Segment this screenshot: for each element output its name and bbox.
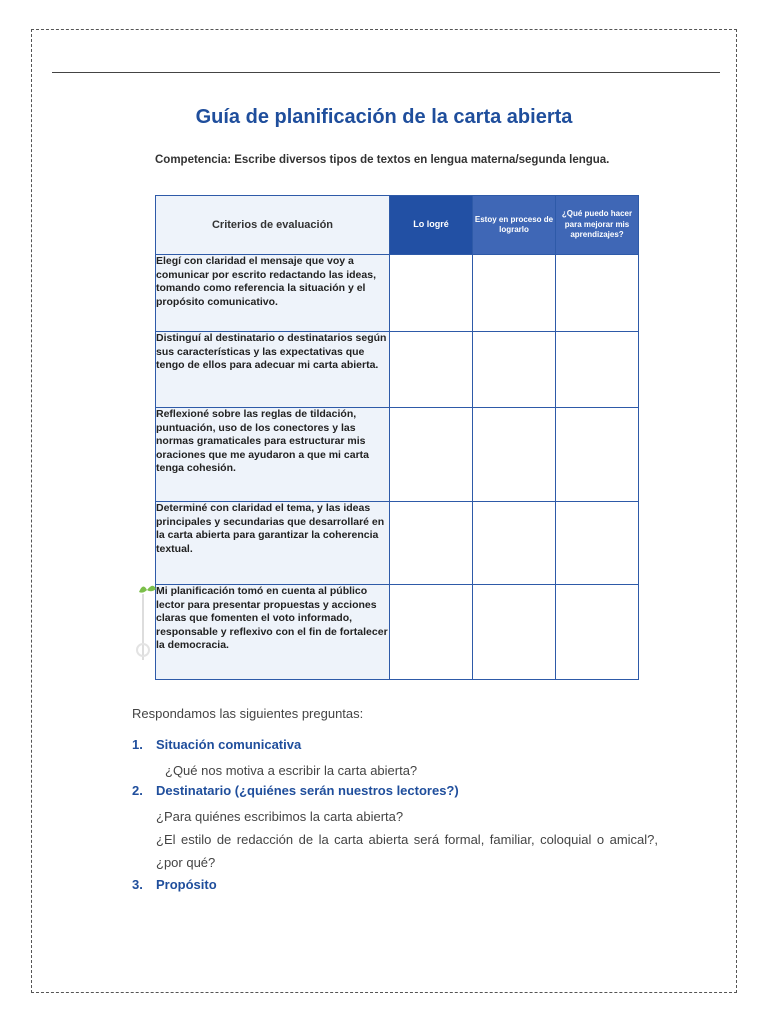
- question-title: Destinatario (¿quiénes serán nuestros lectores?): [156, 783, 459, 798]
- criterion-5: Mi planificación tomó en cuenta al público lector para presentar propuestas y acciones claras que fomenten el voto informado, responsable y reflexivo con el fin de fortalecer la democracia.: [156, 585, 390, 680]
- question-1-sub-1: ¿Qué nos motiva a escribir la carta abierta?: [165, 763, 418, 778]
- cell-lo-logre-4[interactable]: [390, 502, 473, 585]
- header-que-puedo-hacer: ¿Qué puedo hacer para mejorar mis aprendizajes?: [556, 196, 639, 255]
- cell-mejorar-1[interactable]: [556, 255, 639, 332]
- cell-lo-logre-5[interactable]: [390, 585, 473, 680]
- page-title: Guía de planificación de la carta abierta: [195, 106, 573, 128]
- cell-mejorar-5[interactable]: [556, 585, 639, 680]
- criterion-1: Elegí con claridad el mensaje que voy a comunicar por escrito redactando las ideas, tomando como referencia la situación y el propósito comunicativo.: [156, 255, 390, 332]
- cell-lo-logre-2[interactable]: [390, 332, 473, 408]
- cell-en-proceso-4[interactable]: [473, 502, 556, 585]
- question-1: [132, 736, 658, 759]
- question-number: 3.: [132, 877, 143, 892]
- competencia-text: Competencia: Escribe diversos tipos de textos en lengua materna/segunda lengua.: [155, 154, 610, 166]
- question-2: [132, 782, 658, 805]
- criterion-4: Determiné con claridad el tema, y las ideas principales y secundarias que desarrollaré en la carta abierta para garantizar la coherencia textual.: [156, 502, 390, 585]
- table-row: [156, 585, 639, 680]
- cell-en-proceso-2[interactable]: [473, 332, 556, 408]
- header-en-proceso: Estoy en proceso de lograrlo: [473, 196, 556, 255]
- cell-en-proceso-1[interactable]: [473, 255, 556, 332]
- header-rule: [52, 72, 720, 73]
- criterion-2: Distinguí al destinatario o destinatarios según sus características y las expectativas que tengo de ellos para adecuar mi carta abierta.: [156, 332, 390, 408]
- table-row: [156, 332, 639, 408]
- header-criterios: Criterios de evaluación: [156, 196, 390, 255]
- cell-lo-logre-1[interactable]: [390, 255, 473, 332]
- question-2-sub-2: ¿El estilo de redacción de la carta abierta será formal, familiar, coloquial o amical?, ¿por qué?: [156, 832, 658, 870]
- leaf-decoration-icon: [135, 580, 157, 670]
- questions-intro: Respondamos las siguientes preguntas:: [132, 706, 364, 721]
- question-title: Propósito: [156, 877, 217, 892]
- question-number: 1.: [132, 737, 143, 752]
- criterion-3: Reflexioné sobre las reglas de tildación, puntuación, uso de los conectores y las normas gramaticales para estructurar mis oraciones que me ayudaron a que mi carta tenga cohesión.: [156, 408, 390, 502]
- header-lo-logre: Lo logré: [390, 196, 473, 255]
- question-number: 2.: [132, 783, 143, 798]
- table-row: [156, 255, 639, 332]
- cell-mejorar-4[interactable]: [556, 502, 639, 585]
- table-row: [156, 502, 639, 585]
- question-3: [132, 876, 658, 899]
- cell-en-proceso-3[interactable]: [473, 408, 556, 502]
- cell-lo-logre-3[interactable]: [390, 408, 473, 502]
- table-header-row: [156, 196, 639, 255]
- cell-mejorar-2[interactable]: [556, 332, 639, 408]
- question-2-sub-1: ¿Para quiénes escribimos la carta abierta?: [156, 809, 404, 824]
- question-title: Situación comunicativa: [156, 737, 302, 752]
- cell-mejorar-3[interactable]: [556, 408, 639, 502]
- cell-en-proceso-5[interactable]: [473, 585, 556, 680]
- table-row: [156, 408, 639, 502]
- questions-list: [132, 736, 658, 899]
- evaluation-table: [155, 195, 639, 680]
